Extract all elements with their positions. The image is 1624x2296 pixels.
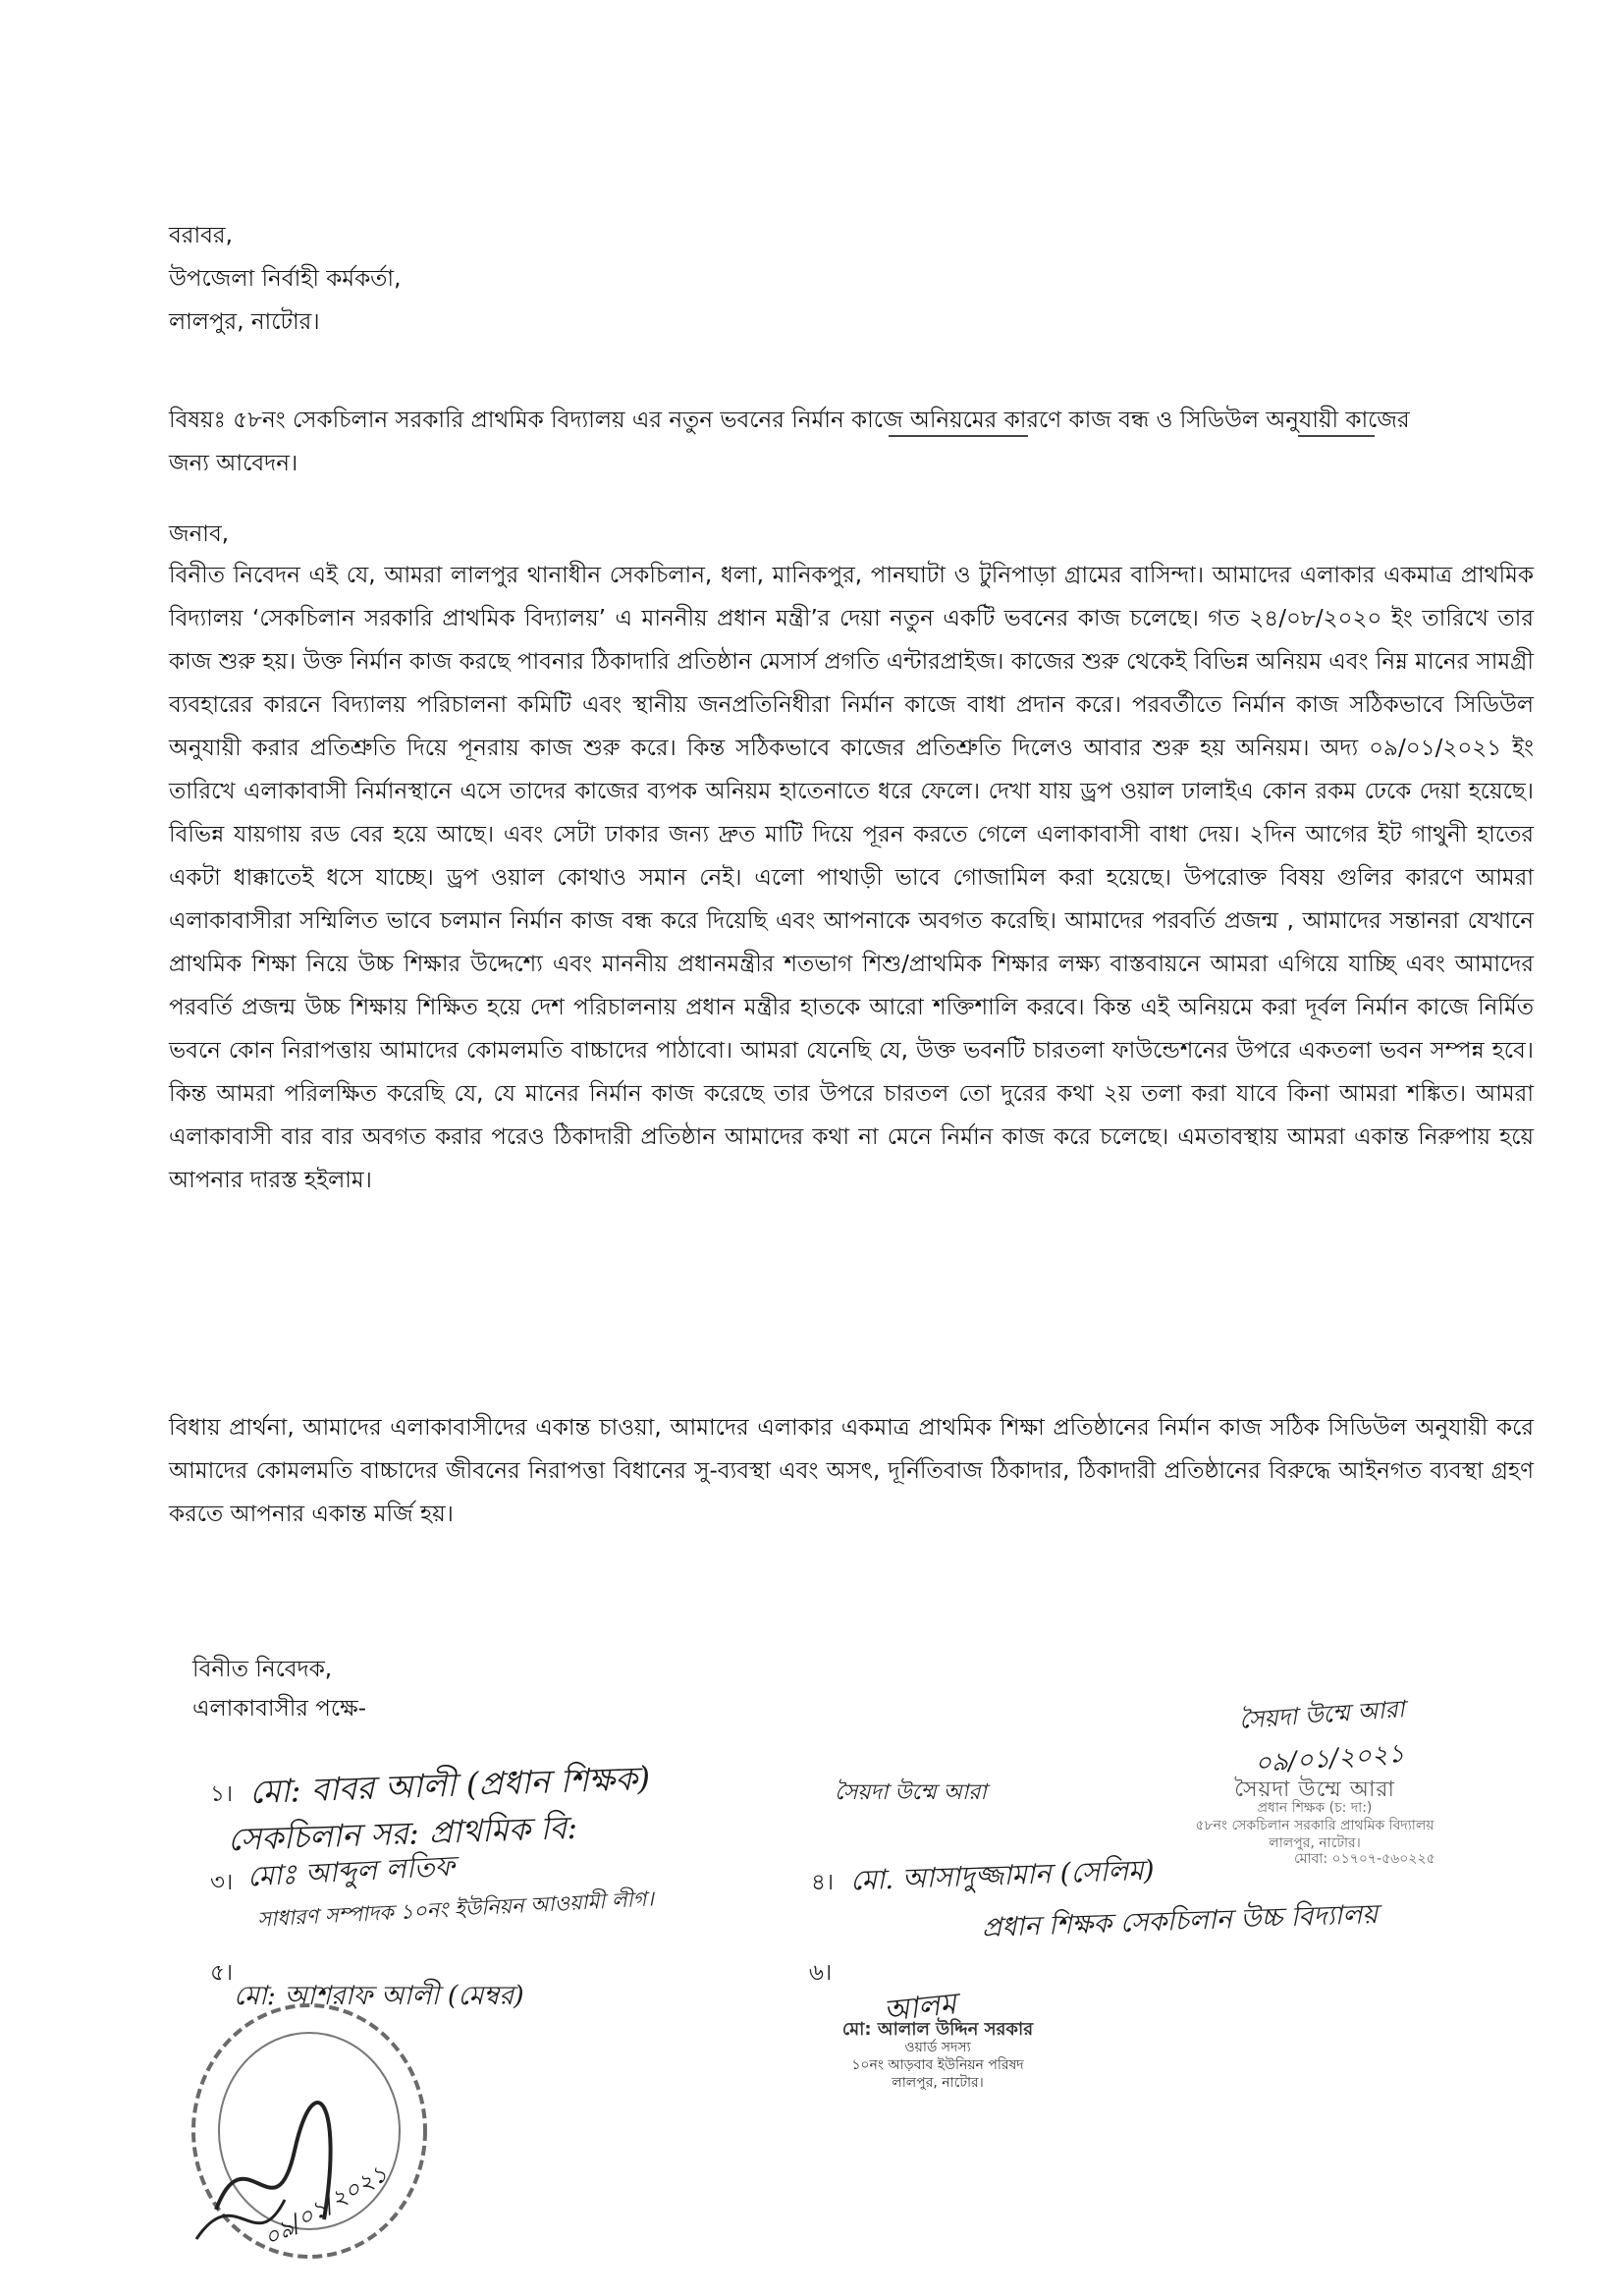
signatory-number-3: ৩। [210,1870,234,1895]
stamp-ward-member-title: ওয়ার্ড সদস্য [904,2040,971,2055]
signature-3-title: সাধারণ সম্পাদক ১০নং ইউনিয়ন আওয়ামী লীগ। [256,1886,655,1932]
signature-3-name: মোঃ আব্দুল লতিফ [246,1849,456,1893]
closing-line-1: বিনীত নিবেদক, [192,1657,333,1682]
signature-1-name: মো: বাবর আলী (প্রধান শিক্ষক) [248,1758,651,1812]
subject-underline [889,435,1028,437]
signatory-number-1: ১। [210,1781,234,1807]
signatory-number-4: ৪। [811,1870,835,1895]
stamp-headmistress-phone: মোবা: ০১৭০৭-৫৬০২২৫ [1294,1851,1435,1867]
signature-date-top-right: ০৯/০১/২০২১ [1254,1738,1406,1779]
closing-line-2: এলাকাবাসীর পক্ষে- [192,1696,367,1722]
stamp-ward-member [776,2021,1100,2092]
address-place: লালপুর, নাটোর। [169,309,320,335]
signature-top-right: সৈয়দা উম্মে আরা [1238,1695,1406,1734]
signature-5-name: মো: আশরাফ আলী (মেম্বর) [234,1981,524,2011]
stamp-headmistress [1172,1777,1457,1852]
recipient-address [169,214,401,344]
signature-6-scribble: আলম [882,1987,958,2029]
signatory-number-6: ৬। [809,1960,833,1986]
subject-underline-2 [1298,435,1375,437]
signature-4-name: মো. আসাদুজ্জামান (সেলিম) [849,1853,1156,1897]
letter-closing [192,1650,366,1728]
stamp-ward-member-name: মো: আলাল উদ্দিন সরকার [841,2019,1034,2040]
stamp-headmistress-school: ৫৮নং সেকচিলান সরকারি প্রাথমিক বিদ্যালয় [1195,1818,1435,1833]
address-to: বরাবর, [169,223,233,248]
signature-1-title: সেকচিলান সর: প্রাথমিক বি: [227,1808,578,1859]
stamp-ward-member-union: ১০নং আড়বাব ইউনিয়ন পরিষদ [851,2057,1024,2073]
stamp-ward-member-place: লালপুর, নাটোর। [892,2075,984,2091]
stamp-headmistress-place: লালপুর, নাটোর। [1269,1835,1361,1851]
address-officer: উপজেলা নির্বাহী কর্মকর্তা, [169,266,402,292]
signatory-number-5: ৫। [210,1960,234,1986]
letter-body: বিনীত নিবেদন এই যে, আমরা লালপুর থানাধীন সেকচিলান, ধলা, মানিকপুর, পানঘাটা ও টুনিপাড়া গ্রামের বাসিন্দা। আমাদের এলাকার একমাত্র প্রাথমিক বিদ্যালয় ‘সেকচিলান সরকারি প্রাথমিক বিদ্যালয়’ এ মাননীয় প্রধান মন্ত্রী’র দেয়া নতুন একটি ভবনের কাজ চলেছে। গত ২৪/০৮/২০২০ ইং তারিখে তার কাজ শুরু হয়। উক্ত নির্মান কাজ করছে পাবনার ঠিকাদারি প্রতিষ্ঠান মেসার্স প্রগতি এন্টারপ্রাইজ। কাজের শুরু থেকেই বিভিন্ন অনিয়ম এবং নিম্ন মানের সামগ্রী ব্যবহারের কারনে বিদ্যালয় পরিচালনা কমিটি এবং স্থানীয় জনপ্রতিনিধীরা নির্মান কাজে বাধা প্রদান করে। পরবর্তীতে নির্মান কাজ সঠিকভাবে সিডিউল অনুযায়ী করার প্রতিশ্রুতি দিয়ে পূনরায় কাজ শুরু করে। কিন্ত সঠিকভাবে কাজের প্রতিশ্রুতি দিলেও আবার শুরু হয় অনিয়ম। অদ্য ০৯/০১/২০২১ ইং তারিখে এলাকাবাসী নির্মানস্থানে এসে তাদের কাজের ব্যপক অনিয়ম হাতেনাতে ধরে ফেলে। দেখা যায় ড্রপ ওয়াল ঢালাইএ কোন রকম ঢেকে দেয়া হয়েছে। বিভিন্ন যায়গায় রড বের হয়ে আছে। এবং সেটা ঢাকার জন্য দ্রুত মাটি দিয়ে পূরন করতে গেলে এলাকাবাসী বাধা দেয়। ২দিন আগের ইট গাথুনী হাতের একটা ধাক্কাতেই ধসে যাচ্ছে। ড্রপ ওয়াল কোথাও সমান নেই। এলো পাথাড়ী ভাবে গোজামিল করা হয়েছে। উপরোক্ত বিষয় গুলির কারণে আমরা এলাকাবাসীরা সম্মিলিত ভাবে চলমান নির্মান কাজ বন্ধ করে দিয়েছি এবং আপনাকে অবগত করেছি। আমাদের পরবর্তি প্রজন্ম , আমাদের সন্তানরা যেখানে প্রাথমিক শিক্ষা নিয়ে উচ্চ শিক্ষার উদ্দেশ্যে এবং মাননীয় প্রধানমন্ত্রীর শতভাগ শিশু/প্রাথমিক শিক্ষার লক্ষ্য বাস্তবায়নে আমরা এগিয়ে যাচ্ছি এবং আমাদের পরবর্তি প্রজন্ম উচ্চ শিক্ষায় শিক্ষিত হয়ে দেশ পরিচালনায় প্রধান মন্ত্রীর হাতকে আরো শক্তিশালি করবে। কিন্ত এই অনিয়মে করা দূর্বল নির্মান কাজে নির্মিত ভবনে কোন নিরাপত্তায় আমাদের কোমলমতি বাচ্চাদের পাঠাবো। আমরা যেনেছি যে, উক্ত ভবনটি চারতলা ফাউন্ডেশনের উপরে একতলা ভবন সম্পন্ন হবে। কিন্ত আমরা পরিলক্ষিত করেছি যে, যে মানের নির্মান কাজ করেছে তার উপরে চারতল তো দুরের কথা ২য় তলা করা যাবে কিনা আমরা শঙ্কিত। আমরা এলাকাবাসী বার বার অবগত করার পরেও ঠিকাদারী প্রতিষ্ঠান আমাদের কথা না মেনে নির্মান কাজ করে চলেছে। এমতাবস্থায় আমরা একান্ত নিরুপায় হয়ে আপনার দারস্ত হইলাম। [169,563,1534,1193]
letter-subject: বিষয়ঃ ৫৮নং সেকচিলান সরকারি প্রাথমিক বিদ্যালয় এর নতুন ভবনের নির্মান কাজে অনিয়মের কারণে কাজ বন্ধ ও সিডিউল অনুযায়ী কাজের জন্য আবেদন। [169,408,1410,476]
letter-prayer: বিধায় প্রার্থনা, আমাদের এলাকাবাসীদের একান্ত চাওয়া, আমাদের এলাকার একমাত্র প্রাথমিক শিক্ষা প্রতিষ্ঠানের নির্মান কাজ সঠিক সিডিউল অনুযায়ী করে আমাদের কোমলমতি বাচ্চাদের জীবনের নিরাপত্তা বিধানের সু-ব্যবস্থা এবং অসৎ, দূর্নিতিবাজ ঠিকাদার, ঠিকাদারী প্রতিষ্ঠানের বিরুদ্ধে আইনগত ব্যবস্থা গ্রহণ করতে আপনার একান্ত মর্জি হয়। [169,1415,1534,1527]
signature-4-title: প্রধান শিক্ষক সেকচিলান উচ্চ বিদ্যালয় [981,1898,1379,1944]
stamp-headmistress-title: প্রধান শিক্ষক (চ: দা:) [1257,1800,1373,1816]
signature-middle: সৈয়দা উম্মে আরা [835,1780,987,1805]
stamp-headmistress-name: সৈয়দা উম্মে আরা [1234,1777,1395,1802]
seal-date: ০৯/০১/২০২১ [258,2159,393,2253]
salutation: জনাব, [169,521,230,547]
